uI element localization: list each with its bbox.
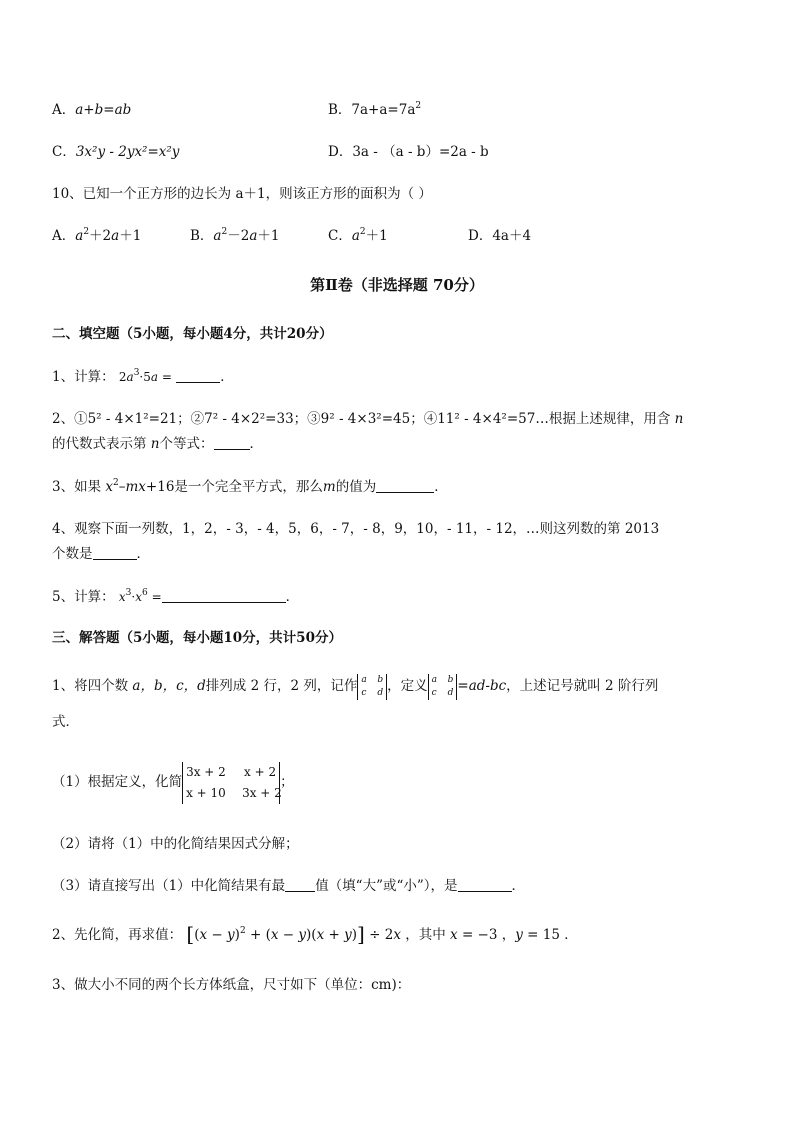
section-three-title: 三、解答题（5小题，每小题10分，共计50分） [52, 630, 342, 646]
solve-q1-line1: 1、将四个数 a，b，c，d排列成 2 行，2 列，记作 a b c d ，定义 a b c d =ad-bc，上述记号就叫 2 阶行列 [52, 674, 659, 698]
answer-blank[interactable] [214, 436, 250, 450]
q10-option-b: B．$a^2-2a+1$ [190, 227, 280, 244]
answer-blank[interactable] [162, 589, 286, 603]
answer-blank[interactable] [458, 878, 512, 892]
part-two-title: 第Ⅱ卷（非选择题 70分） [310, 276, 484, 294]
q9-option-c: C．3x²y - 2yx²=x²y [52, 144, 180, 160]
q10-option-a: A．$a^2+2a+1$ [52, 227, 142, 244]
answer-blank[interactable] [176, 369, 220, 383]
option-d-expression: 3a - （a - b）=2a - b [352, 144, 489, 160]
q9-option-d: D．3a - （a - b）=2a - b [328, 144, 489, 160]
determinant-matrix: 3x + 2 x + 2 x + 10 3x + 2 [182, 762, 280, 804]
q9-option-a: A．a+b=ab [52, 102, 132, 118]
q10-stem: 10、已知一个正方形的边长为 a＋1，则该正方形的面积为（ ） [52, 186, 432, 202]
answer-blank[interactable] [285, 878, 315, 892]
q10-option-d: D．4a＋4 [468, 228, 532, 244]
option-c-expression: 3x²y - 2yx²=x²y [75, 144, 180, 160]
fill-q4-line2: 个数是 ． [52, 546, 150, 562]
solve-q1-sub2: （2）请将（1）中的化简结果因式分解； [52, 836, 299, 852]
fill-q2-line1: 2、①5² - 4×1²=21；②7² - 4×2²=33；③9² - 4×3²=45；④11² - 4×4²=57…根据上述规律，用含 n [52, 411, 684, 427]
solve-q2: 2、先化简，再求值： $[(x - y)^2 + (x - y)(x + y)] \div 2x$ ，其中 x = −3 ，y = 15 ． [52, 922, 578, 946]
solve-q1-line2: 式． [52, 714, 79, 730]
answer-blank[interactable] [376, 479, 434, 493]
section-two-title: 二、填空题（5小题，每小题4分，共计20分） [52, 326, 333, 342]
fill-q5: 5、计算： $x^3\cdot x^6$ = ． [52, 588, 300, 605]
fill-q1: 1、计算： $2a^3\cdot 5a$ = ． [52, 368, 234, 385]
determinant-notation: a b c d [357, 674, 387, 700]
determinant-definition: a b c d [428, 674, 458, 700]
solve-q1-sub3: （3）请直接写出（1）中化简结果有最 值（填“大”或“小”），是 ． [52, 878, 526, 894]
option-b-expression: 7a+a=7a [351, 102, 416, 118]
answer-blank[interactable] [93, 546, 137, 560]
solve-q3: 3、做大小不同的两个长方体纸盒，尺寸如下（单位：cm)： [52, 977, 411, 993]
q10-option-c: C．$a^2+1$ [328, 227, 388, 244]
fill-q4-line1: 4、观察下面一列数，1，2，- 3，- 4，5，6，- 7，- 8，9，10，- 11，- 12，…则这列数的第 2013 [52, 521, 660, 537]
fill-q2-line2: 的代数式表示第 n个等式： ． [52, 436, 263, 452]
solve-q1-sub1: （1）根据定义，化简 3x + 2 x + 2 x + 10 3x + 2 ； [52, 760, 294, 804]
fill-q3: 3、如果 $x^2-mx+16$是一个完全平方式，那么m的值为 ． [52, 478, 448, 495]
option-a-expression: a+b=ab [75, 102, 132, 118]
q9-option-b: B．$7a+a=7a^2$ [328, 101, 422, 118]
